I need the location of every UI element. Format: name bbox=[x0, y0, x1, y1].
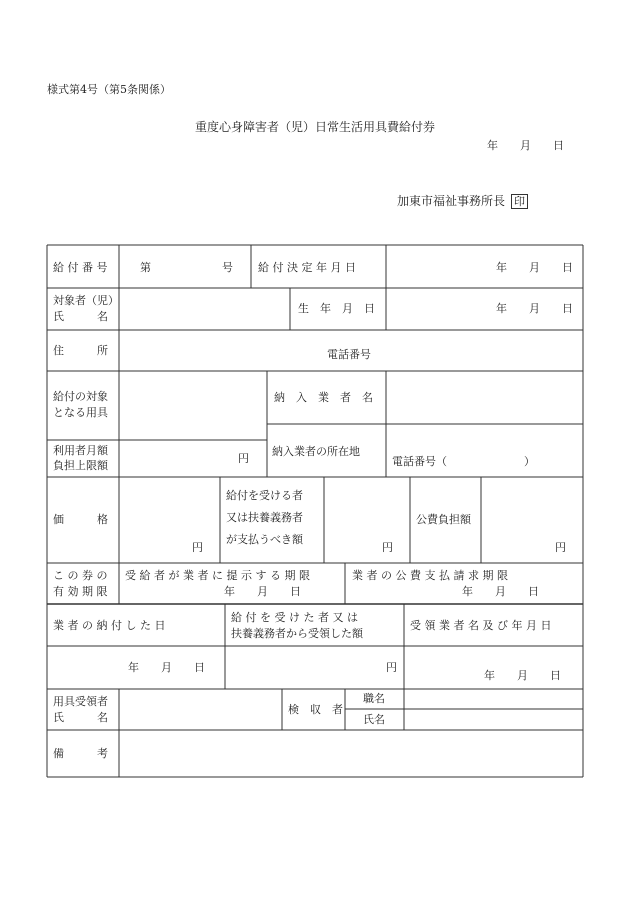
recipient-label-line1: 用具受領者 bbox=[53, 695, 108, 708]
received-amount-unit: 円 bbox=[386, 661, 397, 674]
birth-date-label: 生 年 月 日 bbox=[298, 302, 375, 315]
validity-label-line2: 有 効 期 限 bbox=[53, 585, 108, 598]
remarks-label: 備 考 bbox=[53, 747, 108, 760]
payer-label-line1: 給付を受ける者 bbox=[226, 489, 303, 502]
limit-unit: 円 bbox=[238, 452, 249, 465]
price-label: 価 格 bbox=[53, 513, 108, 526]
limit-label-line1: 利用者月額 bbox=[53, 444, 108, 457]
address-label: 住 所 bbox=[53, 344, 108, 357]
limit-label-line2: 負担上限額 bbox=[53, 459, 108, 472]
document-title: 重度心身障害者（児）日常生活用具費給付券 bbox=[194, 120, 435, 134]
subject-label-line1: 対象者（児） bbox=[53, 294, 119, 307]
form-number: 様式第4号（第5条関係） bbox=[47, 83, 171, 96]
subject-label-line2: 氏 名 bbox=[53, 310, 108, 323]
public-burden-label: 公費負担額 bbox=[416, 513, 471, 526]
received-amount-label-line1: 給 付 を 受 け た 者 又 は bbox=[231, 611, 358, 624]
grant-number-prefix: 第 bbox=[140, 261, 151, 274]
claim-deadline-label: 業 者 の 公 費 支 払 請 求 期 限 bbox=[352, 569, 508, 582]
price-unit: 円 bbox=[192, 541, 203, 554]
payer-label-line3: が支払うべき額 bbox=[226, 533, 303, 546]
issuer-name: 加東市福祉事務所長 bbox=[397, 194, 506, 208]
grant-number-suffix: 号 bbox=[222, 261, 233, 274]
recipient-label-line2: 氏 名 bbox=[53, 711, 108, 724]
public-burden-unit: 円 bbox=[555, 541, 566, 554]
address-phone-label: 電話番号 bbox=[327, 348, 371, 361]
present-deadline-label: 受 給 者 が 業 者 に 提 示 す る 期 限 bbox=[125, 569, 310, 582]
receiver-label: 受 領 業 者 名 及 び 年 月 日 bbox=[410, 619, 552, 632]
birth-date-value: 年 月 日 bbox=[496, 302, 573, 315]
claim-deadline-date: 年 月 日 bbox=[462, 585, 539, 598]
delivered-date-label: 業 者 の 納 付 し た 日 bbox=[53, 619, 166, 632]
equipment-label-line2: となる用具 bbox=[53, 406, 108, 419]
decision-date-label: 給 付 決 定 年 月 日 bbox=[258, 261, 356, 274]
validity-label-line1: こ の 券 の bbox=[53, 569, 108, 582]
present-deadline-date: 年 月 日 bbox=[224, 585, 301, 598]
issue-date: 年 月 日 bbox=[487, 139, 564, 152]
vendor-phone: 電話番号（ ） bbox=[392, 455, 535, 468]
decision-date-value: 年 月 日 bbox=[496, 261, 573, 274]
inspector-position-label: 職名 bbox=[363, 692, 385, 705]
vendor-address-label: 納入業者の所在地 bbox=[272, 445, 360, 458]
payer-unit: 円 bbox=[382, 541, 393, 554]
payer-label-line2: 又は扶養義務者 bbox=[226, 511, 303, 524]
vendor-name-label: 納 入 業 者 名 bbox=[274, 391, 373, 404]
receiver-date-value: 年 月 日 bbox=[484, 669, 561, 682]
inspector-name-label: 氏名 bbox=[363, 713, 385, 726]
equipment-label-line1: 給付の対象 bbox=[53, 390, 108, 403]
seal-mark: 印 bbox=[511, 194, 528, 209]
delivered-date-value: 年 月 日 bbox=[128, 661, 205, 674]
received-amount-label-line2: 扶養義務者から受領した額 bbox=[231, 627, 363, 640]
inspector-label: 検 収 者 bbox=[288, 703, 343, 716]
grant-number-label: 給 付 番 号 bbox=[53, 261, 108, 274]
